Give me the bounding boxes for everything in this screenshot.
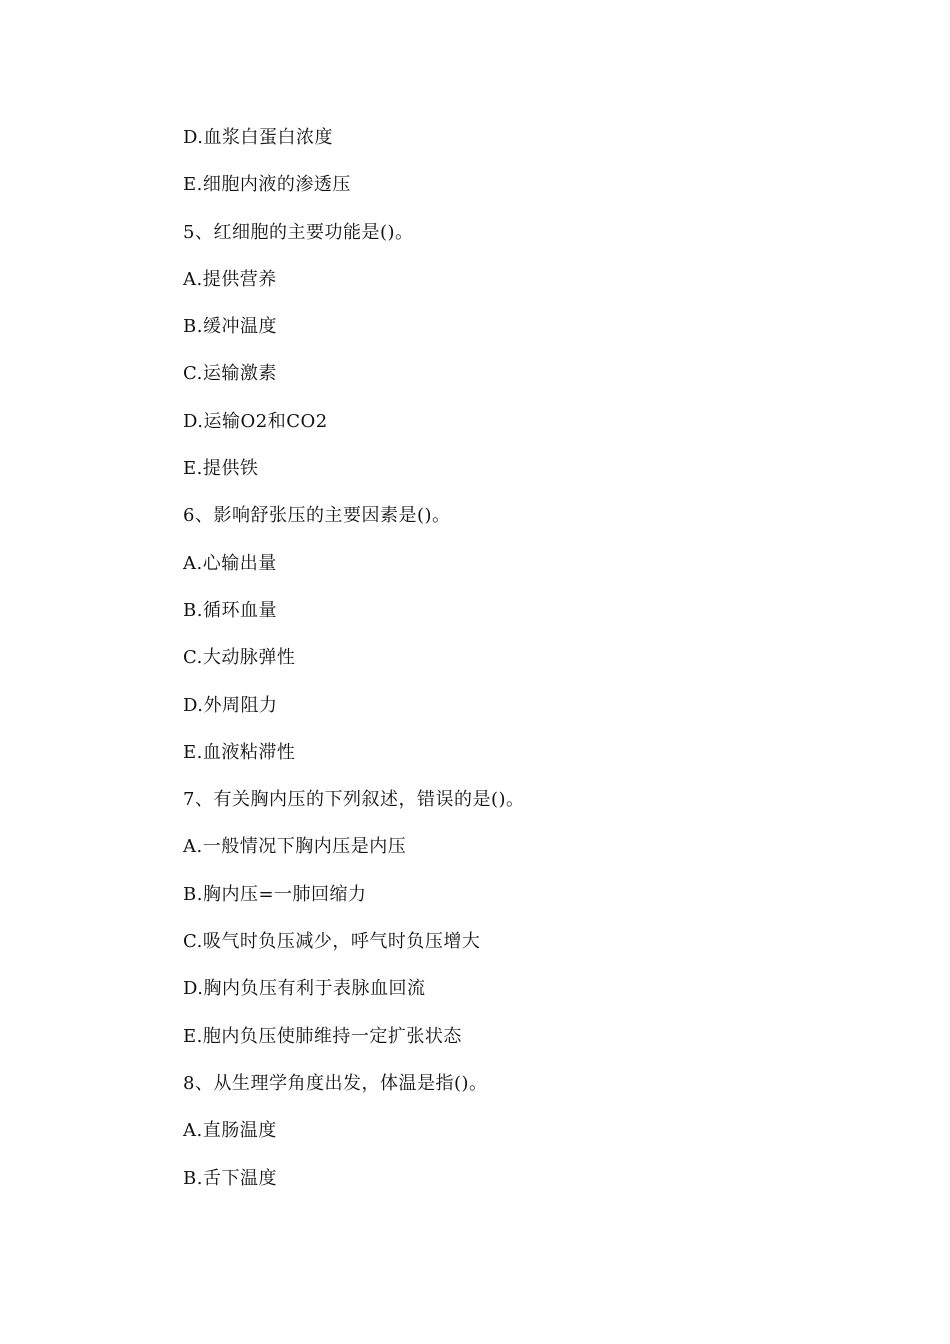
question-8: 8、从生理学角度出发，体温是指()。 [183, 1072, 488, 1094]
q5-option-e: E.提供铁 [183, 458, 259, 480]
question-7: 7、有关胸内压的下列叙述，错误的是()。 [183, 789, 525, 811]
q7-option-c: C.吸气时负压减少，呼气时负压增大 [183, 931, 481, 953]
q8-option-a: A.直肠温度 [183, 1120, 277, 1142]
q5-option-b: B.缓冲温度 [183, 316, 277, 338]
q6-option-b: B.循环血量 [183, 599, 277, 621]
option-d-plasma-albumin: D.血浆白蛋白浓度 [183, 127, 334, 148]
question-6: 6、影响舒张压的主要因素是()。 [183, 505, 451, 527]
question-5: 5、红细胞的主要功能是()。 [183, 221, 414, 243]
q5-option-a: A.提供营养 [183, 268, 277, 290]
q7-option-d: D.胸内负压有利于表脉血回流 [183, 978, 426, 1000]
q5-option-d: D.运输O2和CO2 [183, 410, 328, 432]
q5-option-c: C.运输激素 [183, 363, 277, 385]
q6-option-a: A.心输出量 [183, 552, 277, 574]
q7-option-a: A.一般情况下胸内压是内压 [183, 836, 407, 858]
question-list [183, 121, 883, 1209]
q6-option-e: E.血液粘滞性 [183, 741, 296, 763]
q6-option-d: D.外周阻力 [183, 694, 278, 716]
q7-option-b: B.胸内压=一肺回缩力 [183, 883, 367, 905]
q7-option-e: E.胞内负压使肺维持一定扩张状态 [183, 1025, 462, 1047]
q8-option-b: B.舌下温度 [183, 1167, 277, 1189]
q6-option-c: C.大动脉弹性 [183, 647, 296, 669]
option-e-intracellular-osmotic: E.细胞内液的渗透压 [183, 174, 351, 196]
